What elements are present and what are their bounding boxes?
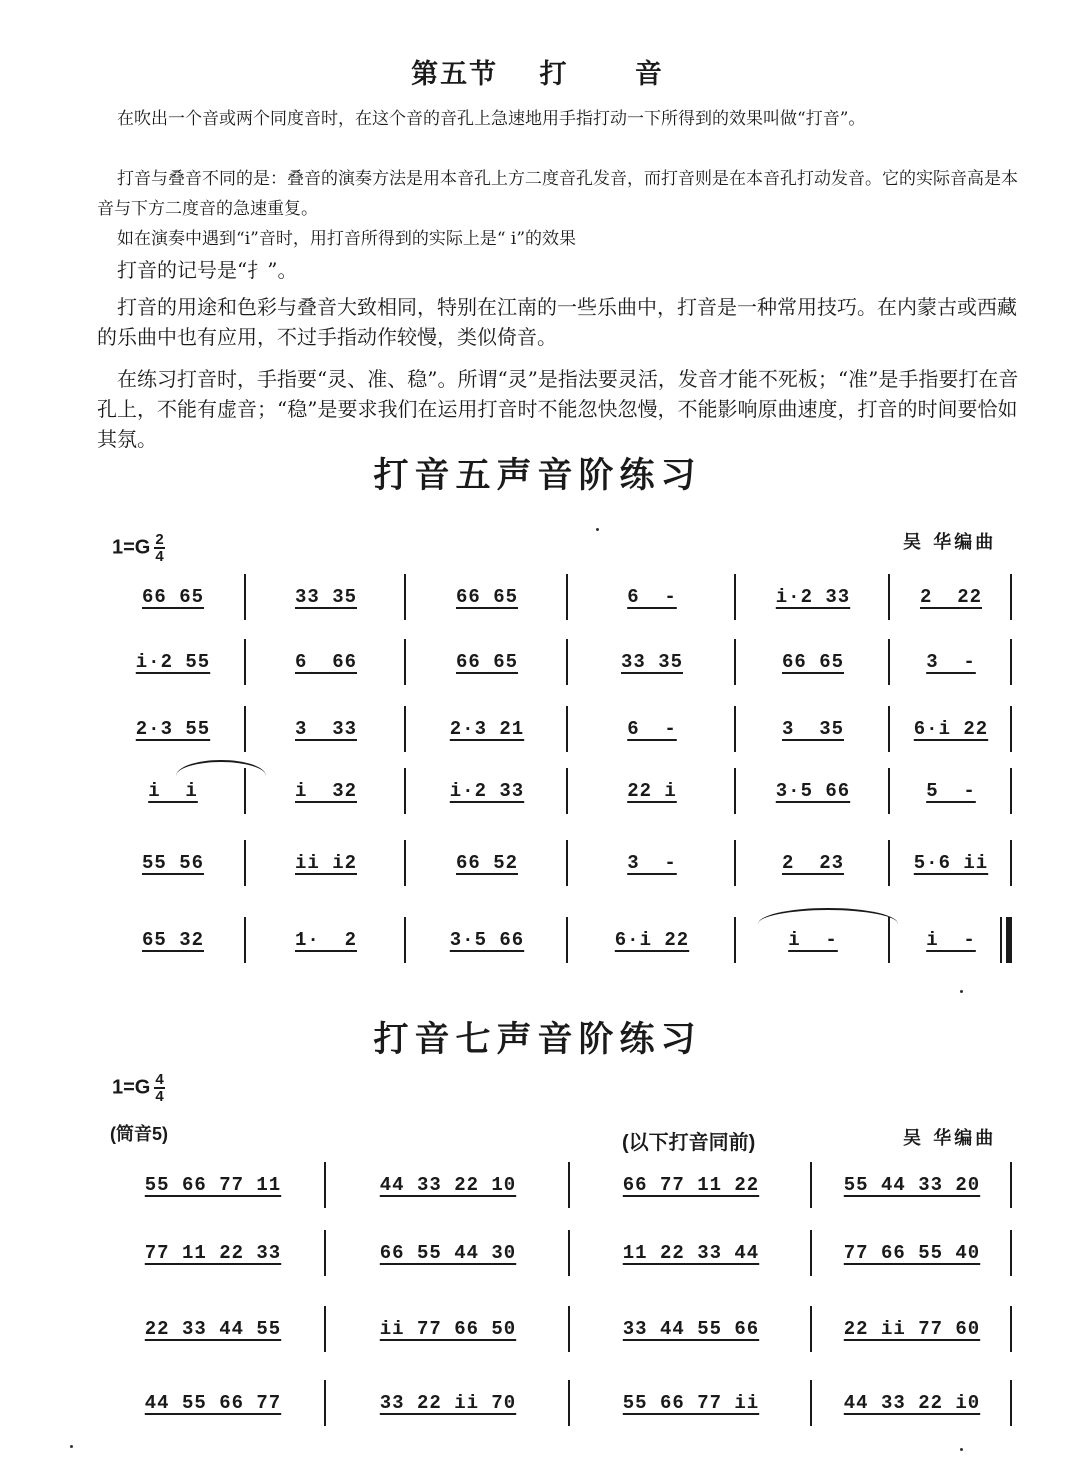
section-title-char-2: 音 bbox=[634, 59, 664, 90]
measure bbox=[570, 1304, 812, 1354]
measure-notes: 3·5 66 bbox=[775, 780, 851, 802]
measure bbox=[406, 915, 568, 965]
exercise-2-key-signature bbox=[112, 1072, 165, 1104]
score-line bbox=[100, 704, 1020, 754]
barline bbox=[1010, 1306, 1012, 1352]
measure bbox=[568, 637, 736, 687]
measure bbox=[100, 915, 246, 965]
measure-notes: 44 33 22 10 bbox=[379, 1174, 517, 1196]
measure bbox=[100, 572, 246, 622]
measure bbox=[568, 766, 736, 816]
measure bbox=[326, 1304, 570, 1354]
measure bbox=[568, 704, 736, 754]
measure bbox=[100, 1304, 326, 1354]
measure-notes: 33 35 bbox=[294, 586, 357, 608]
measure bbox=[890, 704, 1012, 754]
measure bbox=[100, 1378, 326, 1428]
measure-notes: 3 - bbox=[627, 852, 677, 874]
barline bbox=[1010, 706, 1012, 752]
measure-notes: ii i2 bbox=[294, 852, 357, 874]
measure-notes: i·2 55 bbox=[135, 651, 211, 673]
measure-notes: 5·6 ii bbox=[913, 852, 989, 874]
measure-notes: 55 44 33 20 bbox=[843, 1174, 981, 1196]
section-title bbox=[0, 52, 1075, 91]
paragraph: 在吹出一个音或两个同度音时，在这个音的音孔上急速地用手指打动一下所得到的效果叫做“打音”。 bbox=[117, 109, 866, 129]
barline bbox=[1010, 574, 1012, 620]
measure-notes: 66 65 bbox=[781, 651, 844, 673]
measure-notes: 6·i 22 bbox=[614, 929, 690, 951]
measure bbox=[406, 766, 568, 816]
score-line bbox=[100, 572, 1020, 622]
measure bbox=[326, 1228, 570, 1278]
measure bbox=[812, 1228, 1012, 1278]
barline bbox=[1010, 768, 1012, 814]
barline bbox=[1010, 1230, 1012, 1276]
measure-notes: 66 65 bbox=[455, 586, 518, 608]
scan-speck bbox=[596, 528, 599, 531]
measure bbox=[406, 572, 568, 622]
measure-notes: 33 35 bbox=[620, 651, 683, 673]
annotation: (以下打音同前) bbox=[622, 1132, 756, 1154]
measure-notes: 44 55 66 77 bbox=[144, 1392, 282, 1414]
measure-notes: 65 32 bbox=[141, 929, 204, 951]
measure bbox=[100, 1228, 326, 1278]
measure bbox=[246, 766, 406, 816]
measure bbox=[406, 704, 568, 754]
measure bbox=[100, 838, 246, 888]
measure-notes: 55 56 bbox=[141, 852, 204, 874]
key: 1=G bbox=[112, 1076, 151, 1099]
measure-notes: 33 44 55 66 bbox=[622, 1318, 760, 1340]
measure-notes: 66 55 44 30 bbox=[379, 1242, 517, 1264]
measure bbox=[890, 766, 1012, 816]
measure bbox=[246, 637, 406, 687]
measure-notes: 5 - bbox=[926, 780, 976, 802]
measure-notes: 2 23 bbox=[781, 852, 844, 874]
paragraph: 打音的用途和色彩与叠音大致相同，特别在江南的一些乐曲中，打音是一种常用技巧。在内蒙古或西藏的乐曲中也有应用，不过手指动作较慢，类似倚音。 bbox=[97, 295, 1017, 349]
measure bbox=[246, 915, 406, 965]
time-signature: $\frac{2}{4}$ bbox=[155, 531, 164, 565]
scan-speck bbox=[70, 1445, 73, 1448]
paragraph: 打音与叠音不同的是：叠音的演奏方法是用本音孔上方二度音孔发音，而打音则是在本音孔打动发音。它的实际音高是本音与下方二度音的急速重复。 bbox=[97, 169, 1018, 219]
score-line bbox=[100, 838, 1020, 888]
paragraph: 如在演奏中遇到“i”音时，用打音所得到的实际上是“ i”的效果 bbox=[117, 229, 577, 249]
measure-notes: 2·3 21 bbox=[449, 718, 525, 740]
measure-notes: i - bbox=[926, 929, 976, 951]
measure bbox=[406, 838, 568, 888]
measure-notes: 66 65 bbox=[455, 651, 518, 673]
measure-notes: 11 22 33 44 bbox=[622, 1242, 760, 1264]
tube-note: (筒音5) bbox=[110, 1124, 168, 1144]
measure bbox=[812, 1378, 1012, 1428]
measure-notes: i 32 bbox=[294, 780, 357, 802]
measure bbox=[890, 915, 1012, 965]
measure-notes: 22 33 44 55 bbox=[144, 1318, 282, 1340]
measure-notes: 77 11 22 33 bbox=[144, 1242, 282, 1264]
measure bbox=[890, 572, 1012, 622]
measure-notes: 6 - bbox=[627, 586, 677, 608]
measure-notes: 77 66 55 40 bbox=[843, 1242, 981, 1264]
measure bbox=[246, 704, 406, 754]
barline bbox=[1010, 639, 1012, 685]
barline bbox=[1010, 1162, 1012, 1208]
measure-notes: i i bbox=[148, 780, 198, 802]
tie-slur bbox=[176, 760, 266, 776]
score-line bbox=[100, 1304, 1020, 1354]
measure-notes: 6·i 22 bbox=[913, 718, 989, 740]
measure bbox=[246, 838, 406, 888]
measure-notes: i·2 33 bbox=[775, 586, 851, 608]
measure bbox=[406, 637, 568, 687]
barline bbox=[1010, 1380, 1012, 1426]
measure-notes: i·2 33 bbox=[449, 780, 525, 802]
measure bbox=[568, 915, 736, 965]
measure bbox=[100, 704, 246, 754]
paragraph: 在练习打音时，手指要“灵、准、稳”。所谓“灵”是指法要灵活，发音才能不死板；“准”是手指要打在音孔上，不能有虚音；“稳”是要求我们在运用打音时不能忽快忽慢，不能影响原曲速度，打音的时间要恰如其氛。 bbox=[97, 367, 1019, 451]
measure bbox=[736, 838, 890, 888]
key: 1=G bbox=[112, 536, 151, 559]
score-line bbox=[100, 1228, 1020, 1278]
measure-notes: 22 i bbox=[627, 780, 677, 802]
exercise-1-title: 打音五声音阶练习 bbox=[373, 456, 702, 496]
measure-notes: 66 52 bbox=[455, 852, 518, 874]
measure-notes: 3 33 bbox=[294, 718, 357, 740]
measure-notes: 66 77 11 22 bbox=[622, 1174, 760, 1196]
measure-notes: 3·5 66 bbox=[449, 929, 525, 951]
paragraph: 打音的记号是“扌”。 bbox=[117, 258, 298, 282]
measure-notes: ii 77 66 50 bbox=[379, 1318, 517, 1340]
measure bbox=[736, 637, 890, 687]
measure-notes: 22 ii 77 60 bbox=[843, 1318, 981, 1340]
measure bbox=[568, 838, 736, 888]
section-title-char-1: 打 bbox=[539, 59, 569, 90]
final-barline-thin bbox=[1000, 917, 1002, 963]
measure bbox=[326, 1160, 570, 1210]
measure bbox=[570, 1160, 812, 1210]
measure bbox=[570, 1378, 812, 1428]
final-barline-thick bbox=[1006, 917, 1012, 963]
exercise-2-composer: 吴 华编曲 bbox=[903, 1128, 997, 1149]
measure bbox=[246, 572, 406, 622]
measure-notes: 1· 2 bbox=[294, 929, 357, 951]
tie-slur bbox=[758, 908, 898, 924]
measure bbox=[568, 572, 736, 622]
section-number: 第五节 bbox=[411, 59, 499, 90]
measure bbox=[100, 1160, 326, 1210]
measure bbox=[326, 1378, 570, 1428]
measure-notes: 55 66 77 ii bbox=[622, 1392, 760, 1414]
score-line bbox=[100, 637, 1020, 687]
exercise-2-title: 打音七声音阶练习 bbox=[373, 1020, 702, 1060]
measure-notes: 3 35 bbox=[781, 718, 844, 740]
measure-notes: 44 33 22 i0 bbox=[843, 1392, 981, 1414]
measure bbox=[812, 1304, 1012, 1354]
measure-notes: 6 66 bbox=[294, 651, 357, 673]
time-signature: $\frac{4}{4}$ bbox=[155, 1071, 164, 1105]
exercise-1-composer: 吴 华编曲 bbox=[903, 532, 997, 553]
scan-speck bbox=[960, 990, 963, 993]
measure-notes: 2 22 bbox=[919, 586, 982, 608]
measure-notes: 3 - bbox=[926, 651, 976, 673]
score-line bbox=[100, 1160, 1020, 1210]
measure bbox=[100, 637, 246, 687]
barline bbox=[1010, 840, 1012, 886]
measure bbox=[736, 572, 890, 622]
measure-notes: 2·3 55 bbox=[135, 718, 211, 740]
measure bbox=[890, 637, 1012, 687]
measure bbox=[570, 1228, 812, 1278]
measure-notes: 6 - bbox=[627, 718, 677, 740]
measure bbox=[890, 838, 1012, 888]
measure-notes: 66 65 bbox=[141, 586, 204, 608]
measure bbox=[736, 766, 890, 816]
measure-notes: 55 66 77 11 bbox=[144, 1174, 282, 1196]
exercise-1-key-signature bbox=[112, 532, 165, 564]
measure-notes: 33 22 ii 70 bbox=[379, 1392, 517, 1414]
scan-speck bbox=[960, 1448, 963, 1451]
score-line bbox=[100, 1378, 1020, 1428]
measure bbox=[812, 1160, 1012, 1210]
measure-notes: i - bbox=[788, 929, 838, 951]
measure bbox=[736, 704, 890, 754]
